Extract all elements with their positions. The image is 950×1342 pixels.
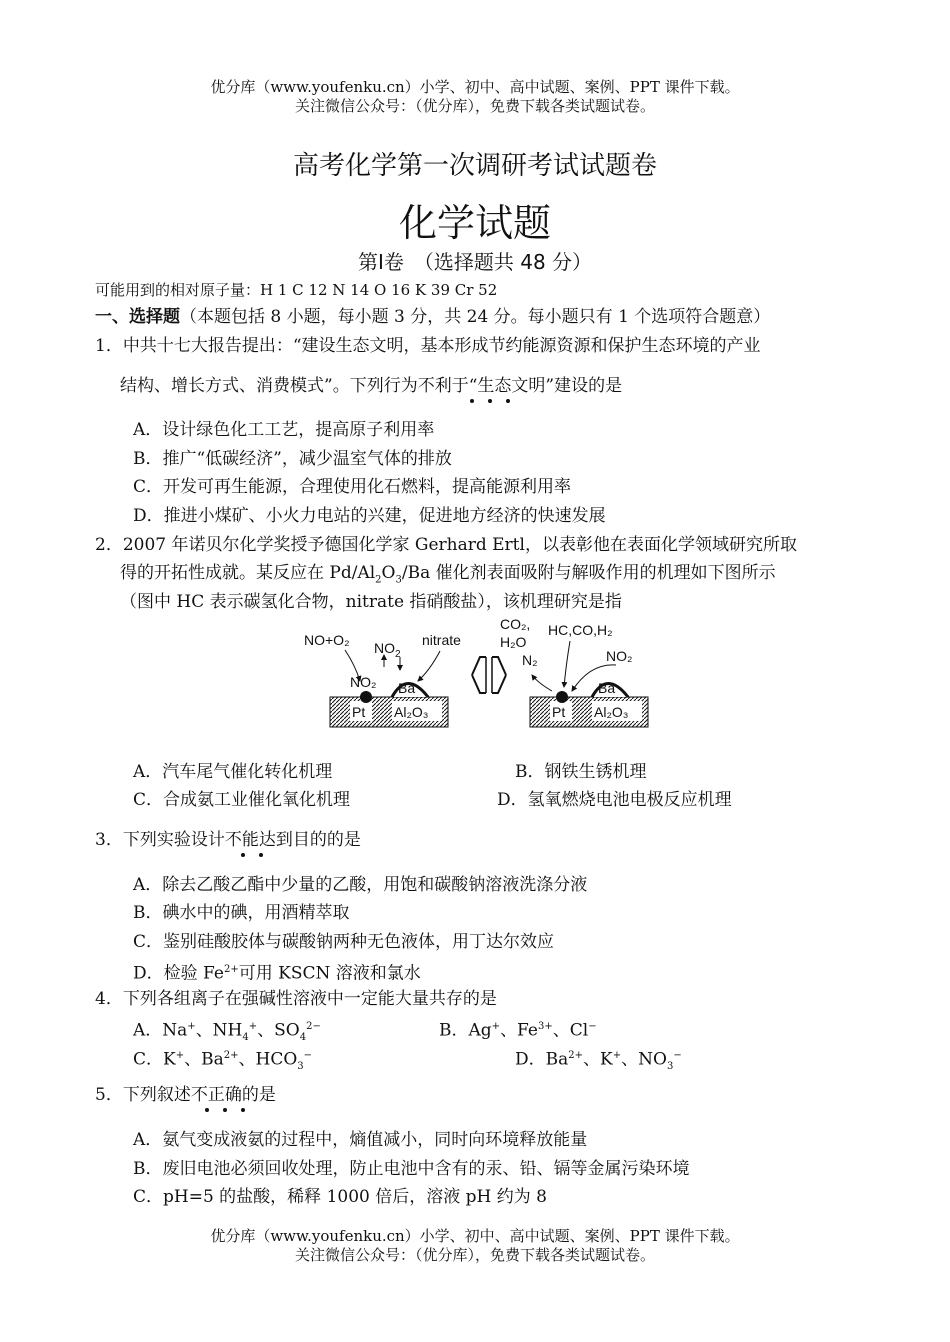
q4-option-d (515, 1046, 682, 1077)
emphasis-dot (223, 1108, 227, 1112)
q4-b-ion3: 、Cl (552, 1020, 589, 1041)
q5-option-a: A．氨气变成液氨的过程中，熵值减小，同时向环境释放能量 (133, 1130, 588, 1150)
q4-c-label: C． (133, 1049, 164, 1070)
q2-option-c: C．合成氨工业催化氧化机理 (133, 790, 351, 810)
emphasis-dot (205, 1108, 209, 1112)
right-angle (492, 657, 506, 693)
right-n2-label: N₂ (522, 652, 538, 668)
q4-d-ion2-charge: + (612, 1050, 622, 1061)
q4-c-ion3: 、HCO (238, 1049, 298, 1070)
exam-title: 高考化学第一次调研考试试题卷 (292, 151, 657, 181)
q4-d-ion1: Ba (545, 1049, 569, 1070)
part1-heading: 一、选择题 (95, 307, 180, 327)
footer-line-2: 关注微信公众号：（优分库），免费下载各类试题试卷。 (294, 1246, 655, 1264)
q4-a-ion2-sub: 4 (242, 1032, 249, 1044)
right-hc-co-h2-label: HC,CO,H₂ (548, 622, 613, 638)
left-no2-top-main: NO (374, 640, 395, 656)
header-line-1: 优分库（www.youfenku.cn）小学、初中、高中试题、案例、PPT 课件下载。 (210, 78, 740, 96)
right-h2o-label: H₂O (500, 634, 527, 650)
q4-a-ion2: 、NH (195, 1020, 243, 1041)
q1-option-a: A．设计绿色化工工艺，提高原子利用率 (133, 420, 435, 440)
left-no2-top-label (374, 640, 401, 660)
q4-a-ion1: Na (162, 1020, 188, 1041)
q4-d-ion3-charge: − (673, 1050, 682, 1061)
q4-a-ion2-charge: + (248, 1021, 258, 1032)
atomic-masses: 可能用到的相对原子量：H 1 C 12 N 14 O 16 K 39 Cr 52 (95, 281, 498, 299)
q4-c-ion2: 、Ba (184, 1049, 224, 1070)
q3-option-b: B．碘水中的碘，用酒精萃取 (133, 903, 350, 923)
q4-a-ion1-charge: + (187, 1021, 196, 1032)
right-ba-label: Ba (598, 680, 616, 696)
q2-stem-line2 (120, 563, 776, 590)
q4-option-c (133, 1046, 312, 1077)
left-no2-surface-label: NO₂ (350, 674, 377, 690)
q4-a-ion3-sub: 4 (299, 1032, 307, 1044)
q4-d-ion2: 、K (583, 1049, 613, 1070)
q4-stem: 4．下列各组离子在强碱性溶液中一定能大量共存的是 (95, 989, 497, 1009)
right-arrow-1 (532, 675, 552, 691)
catalyst-mechanism-figure (300, 615, 650, 735)
q4-c-ion3-sub: 3 (297, 1061, 304, 1073)
emphasis-dot (259, 853, 263, 857)
right-co2-label: CO₂, (500, 616, 531, 632)
q4-c-ion3-charge: − (303, 1050, 313, 1061)
q4-c-ion1: K (163, 1049, 176, 1070)
emphasis-dot (241, 853, 245, 857)
q3-option-d-part-a: D．检验 Fe (133, 963, 224, 984)
q2-line2-part-b: O (381, 563, 396, 583)
q3-stem: 3．下列实验设计不能达到目的的是 (95, 830, 361, 850)
left-pt-label: Pt (352, 704, 366, 720)
q1-option-b: B．推广“低碳经济”，减少温室气体的排放 (133, 449, 452, 469)
q4-d-label: D． (515, 1049, 546, 1070)
header-line-2: 关注微信公众号：（优分库），免费下载各类试题试卷。 (294, 97, 655, 115)
q2-stem-line3: （图中 HC 表示碳氢化合物，nitrate 指硝酸盐），该机理研究是指 (120, 592, 622, 612)
left-nitrate-label: nitrate (422, 632, 461, 648)
q2-line2-part-a: 得的开拓性成就。某反应在 Pd/Al (120, 563, 376, 583)
q2-option-b: B．钢铁生锈机理 (515, 762, 647, 782)
q1-option-d: D．推进小煤矿、小火力电站的兴建，促进地方经济的快速发展 (133, 506, 606, 526)
q4-b-ion3-charge: − (588, 1021, 597, 1032)
q2-option-d: D．氢氧燃烧电池电极反应机理 (497, 790, 732, 810)
q4-b-ion2-charge: 3+ (538, 1021, 553, 1032)
emphasis-dot (488, 399, 492, 403)
right-pt-particle (556, 691, 568, 703)
q4-b-ion1-charge: + (491, 1021, 501, 1032)
emphasis-dot (506, 399, 510, 403)
right-pt-label: Pt (552, 704, 566, 720)
subject-title: 化学试题 (398, 201, 551, 245)
q1-stem-line2: 结构、增长方式、消费模式”。下列行为不利于“生态文明”建设的是 (120, 376, 623, 396)
q4-c-ion1-charge: + (175, 1050, 185, 1061)
q4-b-label: B． (439, 1020, 469, 1041)
left-pt-particle (360, 691, 372, 703)
figure-left-panel (304, 632, 461, 727)
q4-d-ion3: 、NO (621, 1049, 667, 1070)
center-bars (486, 657, 492, 693)
figure-right-panel (500, 616, 648, 727)
q2-stem-line1: 2．2007 年诺贝尔化学奖授予德国化学家 Gerhard Ertl，以表彰他在表面化学领域研究所取 (95, 535, 797, 555)
emphasis-dot (241, 1108, 245, 1112)
q4-b-ion1: Ag (468, 1020, 492, 1041)
q3-option-d (133, 960, 421, 984)
q2-line2-sub-2: 3 (395, 574, 402, 586)
q1-option-c: C．开发可再生能源，合理使用化石燃料，提高能源利用率 (133, 477, 572, 497)
q4-c-ion2-charge: 2+ (223, 1050, 239, 1061)
left-al2o3-label: Al₂O₃ (394, 704, 429, 720)
q2-line2-part-c: /Ba 催化剂表面吸附与解吸作用的机理如下图所示 (401, 563, 776, 583)
left-no-o2-label: NO+O₂ (304, 632, 350, 648)
emphasis-dot (470, 399, 474, 403)
left-arrow-4 (418, 651, 440, 681)
q4-a-label: A． (133, 1020, 163, 1041)
q3-option-c: C．鉴别硅酸胶体与碳酸钠两种无色液体，用丁达尔效应 (133, 932, 555, 952)
q5-stem: 5．下列叙述不正确的是 (95, 1085, 276, 1105)
q4-option-b (439, 1017, 597, 1041)
q4-a-ion3: 、SO (257, 1020, 300, 1041)
part1-heading-line (95, 307, 770, 327)
q4-d-ion1-charge: 2+ (568, 1050, 584, 1061)
q4-a-ion3-charge: 2− (306, 1021, 321, 1032)
left-angle (472, 657, 486, 693)
left-ba-label: Ba (398, 680, 416, 696)
q5-option-c: C．pH=5 的盐酸，稀释 1000 倍后，溶液 pH 约为 8 (133, 1187, 547, 1207)
q4-d-ion3-sub: 3 (666, 1061, 674, 1073)
footer-line-1: 优分库（www.youfenku.cn）小学、初中、高中试题、案例、PPT 课件下载。 (210, 1227, 740, 1245)
q1-stem-line1: 1．中共十七大报告提出：“建设生态文明，基本形成节约能源资源和保护生态环境的产业 (95, 336, 761, 356)
q2-option-a: A．汽车尾气催化转化机理 (133, 762, 333, 782)
part1-note: （本题包括 8 小题，每小题 3 分，共 24 分。每小题只有 1 个选项符合题意） (180, 307, 771, 327)
right-no2-label: NO₂ (606, 648, 633, 664)
figure-equilibrium-symbol (472, 657, 506, 693)
q3-option-a: A．除去乙酸乙酯中少量的乙酸，用饱和碳酸钠溶液洗涤分液 (133, 875, 588, 895)
q3-option-d-part-b: 可用 KSCN 溶液和氯水 (238, 963, 421, 984)
q4-b-ion2: 、Fe (500, 1020, 538, 1041)
q4-option-a (133, 1017, 321, 1048)
q5-option-b: B．废旧电池必须回收处理，防止电池中含有的汞、铅、镉等金属污染环境 (133, 1159, 690, 1179)
q3-option-d-sup: 2+ (223, 964, 239, 975)
section-title: 第Ⅰ卷 （选择题共 48 分） (357, 250, 593, 274)
right-al2o3-label: Al₂O₃ (594, 704, 629, 720)
left-no2-top-sub: 2 (395, 649, 401, 660)
right-arrow-2 (564, 641, 570, 687)
q2-line2-sub-1: 2 (375, 574, 382, 586)
